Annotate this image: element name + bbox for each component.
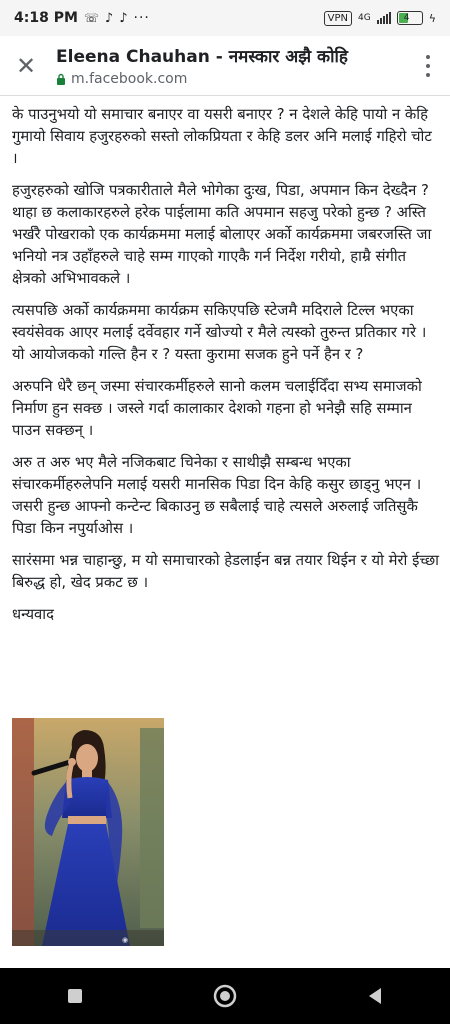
post-signoff: धन्यवाद: [12, 606, 54, 623]
more-notifications-icon: ···: [133, 10, 150, 26]
page-title: Eleena Chauhan - नमस्कार अझै कोहि: [56, 47, 348, 67]
back-triangle-icon[interactable]: [355, 976, 395, 1016]
page-url[interactable]: [56, 71, 187, 87]
tiktok-icon: ♪: [104, 10, 114, 26]
svg-text:◉: ◉: [122, 936, 129, 944]
status-left: [14, 10, 150, 26]
post-photo[interactable]: [12, 718, 164, 946]
recents-square-icon[interactable]: [55, 976, 95, 1016]
home-circle-icon[interactable]: [205, 976, 245, 1016]
post-paragraph: के पाउनुभयो यो समाचार बनाएर वा यसरी बनाएर ? न देशले केहि पायो न केहि गुमायो सिवाय हजुरहरुको सस्तो लोकप्रियता र केहि डलर अनि मलाई गहिरो चोट ।: [12, 106, 432, 167]
custom-tab-toolbar: [0, 36, 450, 96]
url-text: m.facebook.com: [71, 71, 188, 87]
more-vert-icon[interactable]: [420, 52, 436, 80]
navigation-bar: [0, 968, 450, 1024]
status-time: 4:18 PM: [14, 10, 78, 26]
post-paragraph: अरुपनि धेरै छन् जस्मा संचारकर्मीहरुले सानो कलम चलाईदिँदा सभ्य समाजको निर्माण हुन सक्छ । जस्ले गर्दा कालाकार देशको गहना हो भनेझै सहि सम्मान पाउन सक्छन् ।: [12, 378, 422, 439]
post-paragraph: सारंसमा भन्न चाहान्छु, म यो समाचारको हेडलाईन बन्न तयार थिईन र यो मेरो ईच्छा बिरुद्ध हो, खेद प्रकट छ ।: [12, 552, 439, 591]
signal-icon: [377, 12, 391, 24]
battery-level: 4: [403, 13, 410, 23]
battery-icon: [397, 11, 423, 25]
missed-call-icon: ☏: [83, 11, 99, 25]
post-paragraph: हजुरहरुको खोजि पत्रकारीताले मैले भोगेका दुःख, पिडा, अपमान किन देख्दैन ? थाहा छ कलाकारहरुले हरेक पाईलामा कति अपमान सहजु परेको हुन्छ ? अस्ति भर्खरै पोखराको एक कार्यक्रममा मलाई बोलाएर अर्को कार्यक्रममा जबरजस्ति जा भनियो नत्र उहाँहरुले चाहे सम्म गाएको गाएकै गर्न निर्देश गरीयो, हाम्रै संगीत क्षेत्रको अभिभावकले ।: [12, 182, 432, 287]
close-icon[interactable]: ✕: [15, 52, 37, 80]
status-right: [324, 11, 436, 26]
network-type: 4G: [358, 13, 371, 23]
lock-icon: [56, 73, 66, 85]
post-content: [12, 104, 440, 636]
post-paragraph: अरु त अरु भए मैले नजिकबाट चिनेका र साथीझै सम्बन्ध भएका संचारकर्मीहरुलेपनि मलाई यसरी मानसिक पिडा दिन केहि कसुर छाड्नु भएन । जसरी हुन्छ आफ्नो कन्टेन्ट बिकाउनु छ सबैलाई चाहे त्यसले अरुलाई जतिसुकै पिडा किन नपुर्याओस ।: [12, 454, 422, 537]
vpn-badge: VPN: [324, 11, 352, 26]
status-bar: [0, 0, 450, 36]
post-paragraph: त्यसपछि अर्को कार्यक्रममा कार्यक्रम सकिएपछि स्टेजमै मदिराले टिल्ल भएका स्वयंसेवक आएर मलाई दर्वेवहार गर्ने खोज्यो र मैले त्यस्को तुरुन्त प्रतिकार गरे । यो आयोजकको गल्ति हैन र ? यस्ता कुरामा सजक हुने पर्ने हैन र ?: [12, 302, 427, 363]
tiktok-icon-2: ♪: [119, 10, 128, 26]
charging-icon: ϟ: [428, 11, 436, 25]
